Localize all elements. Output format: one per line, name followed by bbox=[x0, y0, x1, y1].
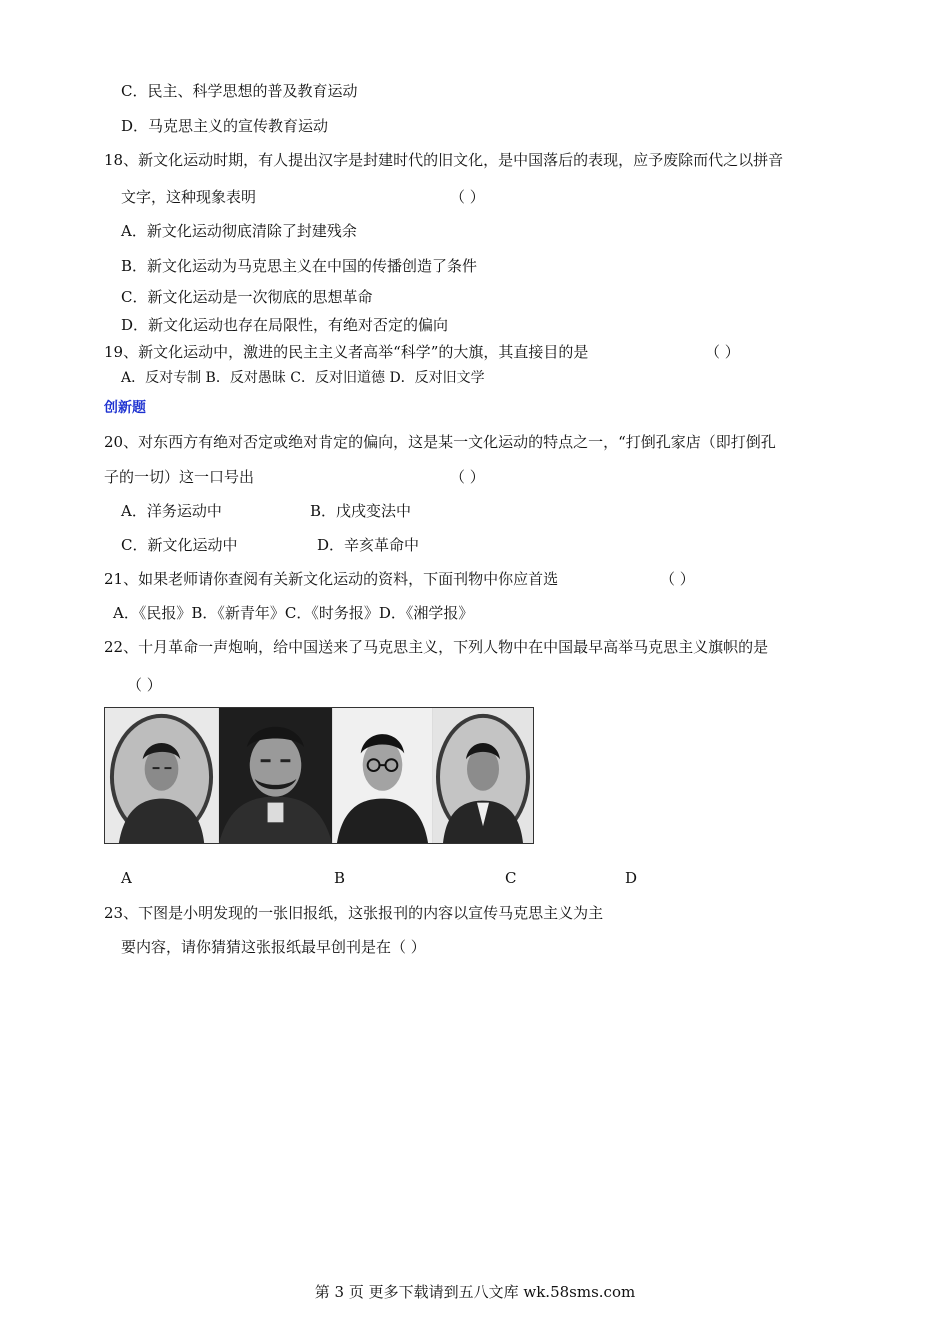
q20-option-c: C．新文化运动中 bbox=[121, 536, 238, 554]
portrait-c bbox=[333, 708, 433, 843]
q21-answer-blank: （ ） bbox=[660, 570, 695, 588]
q20-answer-blank: （ ） bbox=[450, 468, 485, 486]
portrait-label-a: A bbox=[121, 869, 132, 887]
q18-option-b: B．新文化运动为马克思主义在中国的传播创造了条件 bbox=[121, 257, 478, 275]
q23-stem-line1: 23、下图是小明发现的一张旧报纸，这张报刊的内容以宣传马克思主义为主 bbox=[104, 904, 604, 922]
q17-option-d: D．马克思主义的宣传教育运动 bbox=[121, 117, 329, 135]
q22-stem: 22、十月革命一声炮响，给中国送来了马克思主义，下列人物中在中国最早高举马克思主义旗帜的是 bbox=[104, 638, 769, 656]
portrait-label-c: C bbox=[505, 869, 517, 887]
portrait-label-d: D bbox=[625, 869, 638, 887]
q23-stem-line2: 要内容，请你猜猜这张报纸最早创刊是在（ ） bbox=[121, 938, 426, 956]
q17-option-c: C．民主、科学思想的普及教育运动 bbox=[121, 82, 358, 100]
q19-answer-blank: （ ） bbox=[705, 343, 740, 361]
q21-options: A．《民报》B．《新青年》C．《时务报》D．《湘学报》 bbox=[113, 604, 474, 622]
q18-option-d: D．新文化运动也存在局限性，有绝对否定的偏向 bbox=[121, 316, 449, 334]
page-footer: 第 3 页 更多下载请到五八文库 wk.58sms.com bbox=[314, 1283, 636, 1301]
q21-stem: 21、如果老师请你查阅有关新文化运动的资料，下面刊物中你应首选 bbox=[104, 570, 559, 588]
q18-stem-line1: 18、新文化运动时期，有人提出汉字是封建时代的旧文化，是中国落后的表现，应予废除而代之以拼音 bbox=[104, 151, 784, 169]
portrait-d bbox=[433, 708, 533, 843]
q19-stem: 19、新文化运动中，激进的民主主义者高举“科学”的大旗，其直接目的是 bbox=[104, 343, 589, 361]
q19-options: A．反对专制 B．反对愚昧 C．反对旧道德 D．反对旧文学 bbox=[121, 370, 485, 386]
q20-stem-line1: 20、对东西方有绝对否定或绝对肯定的偏向，这是某一文化运动的特点之一，“打倒孔家店（即打倒孔 bbox=[104, 433, 776, 451]
q20-option-a: A．洋务运动中 bbox=[121, 502, 222, 520]
q20-stem-line2: 子的一切）这一口号出 bbox=[104, 468, 255, 486]
q18-stem-line2: 文字，这种现象表明 bbox=[121, 188, 257, 206]
q18-option-c: C．新文化运动是一次彻底的思想革命 bbox=[121, 288, 373, 306]
portrait-a bbox=[105, 708, 219, 843]
portrait-label-b: B bbox=[334, 869, 346, 887]
section-heading: 创新题 bbox=[104, 400, 146, 416]
q22-answer-blank: （ ） bbox=[127, 676, 162, 694]
q18-option-a: A．新文化运动彻底清除了封建残余 bbox=[121, 222, 357, 240]
q18-answer-blank: （ ） bbox=[450, 188, 485, 206]
q20-option-b: B．戊戌变法中 bbox=[310, 502, 412, 520]
portrait-strip bbox=[104, 707, 534, 844]
portrait-b bbox=[219, 708, 333, 843]
q20-option-d: D．辛亥革命中 bbox=[317, 536, 420, 554]
